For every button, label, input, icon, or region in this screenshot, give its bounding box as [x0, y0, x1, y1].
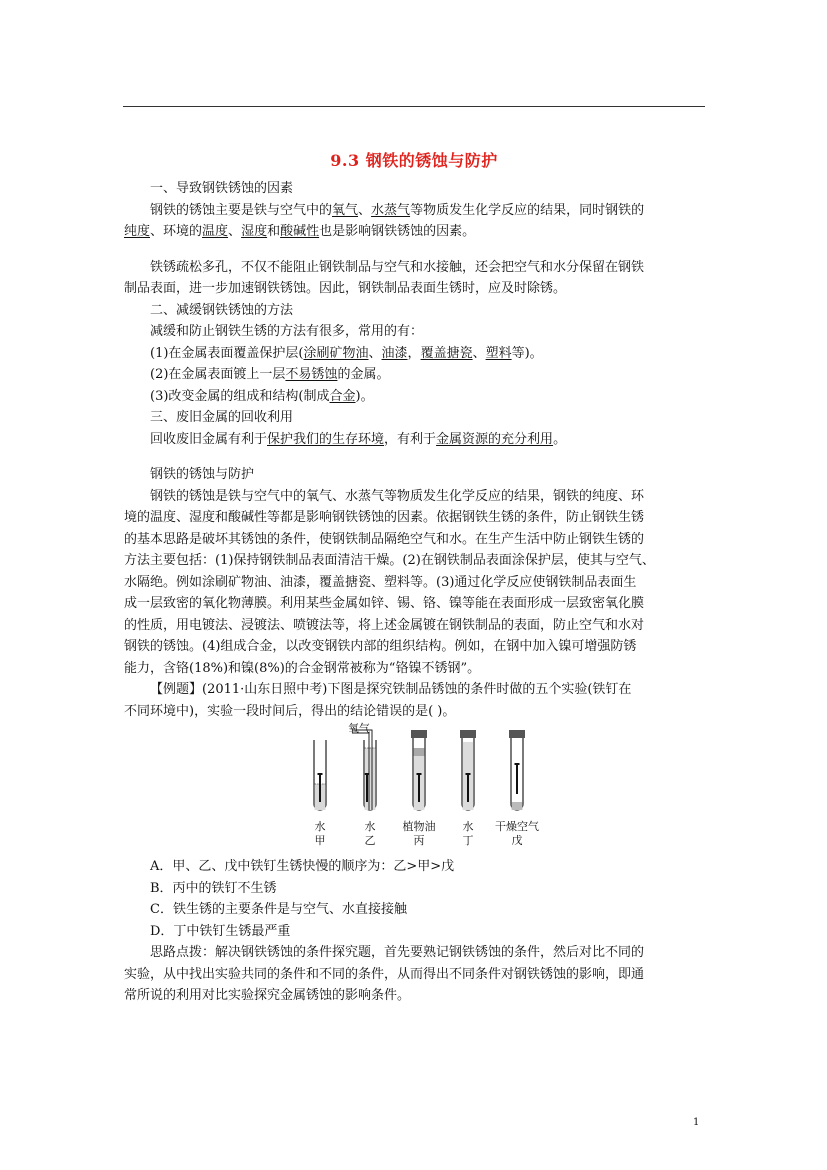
tube-wu	[509, 730, 525, 810]
section-2-intro: 减缓和防止钢铁生锈的方法有很多，常用的有：	[150, 324, 424, 339]
text: 的金属。	[337, 367, 390, 382]
text: 、环境的	[150, 224, 203, 239]
underlined-term: 不易锈蚀	[285, 367, 338, 382]
section-4-line: 的基本思路是破坏其锈蚀的条件，使钢铁制品隔绝空气和水。在生产生活中防止钢铁生锈的	[124, 531, 645, 547]
section-4-line: 成一层致密的氧化物薄膜。利用某些金属如锌、锡、铬、镍等能在表面形成一层致密氧化膜	[124, 596, 645, 611]
section-2-item-2	[124, 364, 706, 386]
section-3-heading: 三、废旧金属的回收利用	[150, 410, 294, 425]
text: (1)在金属表面覆盖保护层(	[150, 345, 304, 361]
option-c: C．铁生锈的主要条件是与空气、水直接接触	[150, 902, 407, 917]
section-4-line: 境的温度、湿度和酸碱性等都是影响钢铁锈蚀的因素。依据钢铁生锈的条件，防止钢铁生锈	[124, 510, 645, 525]
option-b: B．丙中的铁钉不生锈	[150, 880, 277, 896]
document-body	[124, 178, 706, 1007]
section-1-paragraph-line-1	[124, 200, 706, 222]
text: 钢铁的锈蚀主要是铁与空气中的	[150, 202, 333, 218]
section-1-p2-line-2: 制品表面，进一步加速钢铁锈蚀。因此，钢铁制品表面生锈时，应及时除锈。	[124, 281, 567, 296]
text: 等物质发生化学反应的结果，同时钢铁的	[410, 202, 645, 218]
underlined-term: 金属资源的充分利用	[436, 431, 554, 447]
tube-content-label: 水	[364, 820, 376, 833]
section-2-item-3	[124, 386, 706, 408]
hint-line: 实验，从中找出实验共同的条件和不同的条件，从而得出不同条件对钢铁锈蚀的影响，即通	[124, 966, 645, 982]
text: 也是影响钢铁锈蚀的因素。	[319, 224, 476, 239]
text: 、	[358, 202, 372, 218]
underlined-term: 水蒸气	[371, 202, 411, 218]
spacer	[124, 243, 706, 257]
example-line-1: 【例题】(2011·山东日照中考)下图是探究铁制品锈蚀的条件时做的五个实验(铁钉在	[150, 682, 632, 697]
header-rule	[123, 106, 705, 107]
tube-content-label: 植物油	[402, 820, 436, 833]
tube-ding	[460, 730, 476, 810]
underlined-term: 氧气	[332, 202, 359, 218]
underlined-term: 酸碱性	[280, 224, 320, 239]
tube-name-label: 丁	[462, 834, 474, 847]
tube-name-label: 乙	[364, 834, 376, 847]
text: 。	[553, 431, 567, 447]
text: ，	[407, 345, 421, 361]
text: 和	[267, 224, 281, 239]
text: 、	[368, 345, 382, 361]
tube-name-label: 甲	[314, 834, 326, 847]
tube-content-label: 干燥空气	[495, 820, 539, 833]
underlined-term: 油漆	[381, 345, 408, 361]
tube-name-label: 丙	[413, 834, 425, 847]
tube-yi	[352, 730, 376, 810]
text: (2)在金属表面镀上一层	[150, 367, 286, 382]
section-4-line: 的性质，用电镀法、浸镀法、喷镀法等，将上述金属镀在钢铁制品的表面，防止空气和水对	[124, 617, 645, 633]
section-1-heading: 一、导致钢铁锈蚀的因素	[150, 181, 294, 196]
section-2-item-1	[124, 343, 706, 365]
oxygen-label: 氧气	[348, 722, 370, 735]
text: 、	[472, 345, 486, 361]
underlined-term: 湿度	[241, 224, 268, 239]
underlined-term: 温度	[202, 224, 229, 239]
underlined-term: 合金	[329, 388, 356, 404]
tube-jia	[314, 740, 326, 810]
hint-line: 常所说的利用对比实验探究金属锈蚀的影响条件。	[124, 988, 411, 1003]
section-2-heading: 二、减缓钢铁锈蚀的方法	[150, 302, 294, 318]
text: ，有利于	[384, 431, 437, 447]
text: 回收废旧金属有利于	[150, 431, 268, 447]
text: 、	[228, 224, 242, 239]
text: 等)。	[511, 345, 543, 361]
spacer	[124, 450, 706, 464]
option-d: D．丁中铁钉生锈最严重	[150, 923, 291, 939]
section-1-paragraph-line-2	[124, 221, 706, 243]
underlined-term: 涂刷矿物油	[303, 345, 369, 361]
example-line-2: 不同环境中)，实验一段时间后，得出的结论错误的是( )。	[124, 703, 456, 719]
underlined-term: 覆盖搪瓷	[420, 345, 473, 361]
section-3-paragraph	[124, 429, 706, 451]
underlined-term: 塑料	[485, 345, 512, 361]
page-number: 1	[693, 1117, 700, 1128]
section-4-line: 钢铁的锈蚀是铁与空气中的氧气、水蒸气等物质发生化学反应的结果，钢铁的纯度、环	[150, 488, 645, 504]
section-4-line: 能力，含铬(18%)和镍(8%)的合金钢常被称为“铬镍不锈钢”。	[124, 660, 481, 676]
hint-line: 思路点拨：解决钢铁锈蚀的条件探究题，首先要熟记钢铁锈蚀的条件，然后对比不同的	[150, 945, 645, 960]
page-title: 9.3 钢铁的锈蚀与防护	[330, 151, 498, 170]
text: )。	[355, 388, 374, 404]
section-4-line: 方法主要包括：(1)保持钢铁制品表面清洁干燥。(2)在钢铁制品表面涂保护层，使其与空气、	[124, 553, 655, 568]
underlined-term: 保护我们的生存环境	[267, 431, 385, 447]
tube-name-label: 戊	[511, 834, 523, 847]
experiment-figure	[124, 724, 706, 852]
section-4-heading: 钢铁的锈蚀与防护	[150, 467, 255, 482]
section-1-p2-line-1: 铁锈疏松多孔，不仅不能阻止钢铁制品与空气和水接触，还会把空气和水分保留在钢铁	[150, 259, 645, 275]
section-4-line: 钢铁的锈蚀。(4)组成合金，以改变钢铁内部的组织结构。例如，在钢中加入镍可增强防锈	[124, 639, 637, 654]
tube-bing	[411, 730, 427, 810]
option-a: A．甲、乙、戊中铁钉生锈快慢的顺序为：乙>甲>戊	[150, 859, 455, 874]
underlined-term: 纯度	[124, 224, 151, 239]
section-4-line: 水隔绝。例如涂刷矿物油、油漆，覆盖搪瓷、塑料等。(3)通过化学反应使钢铁制品表面生	[124, 574, 637, 590]
tube-content-label: 水	[314, 820, 326, 833]
tube-content-label: 水	[462, 820, 474, 833]
text: (3)改变金属的组成和结构(制成	[150, 388, 330, 404]
